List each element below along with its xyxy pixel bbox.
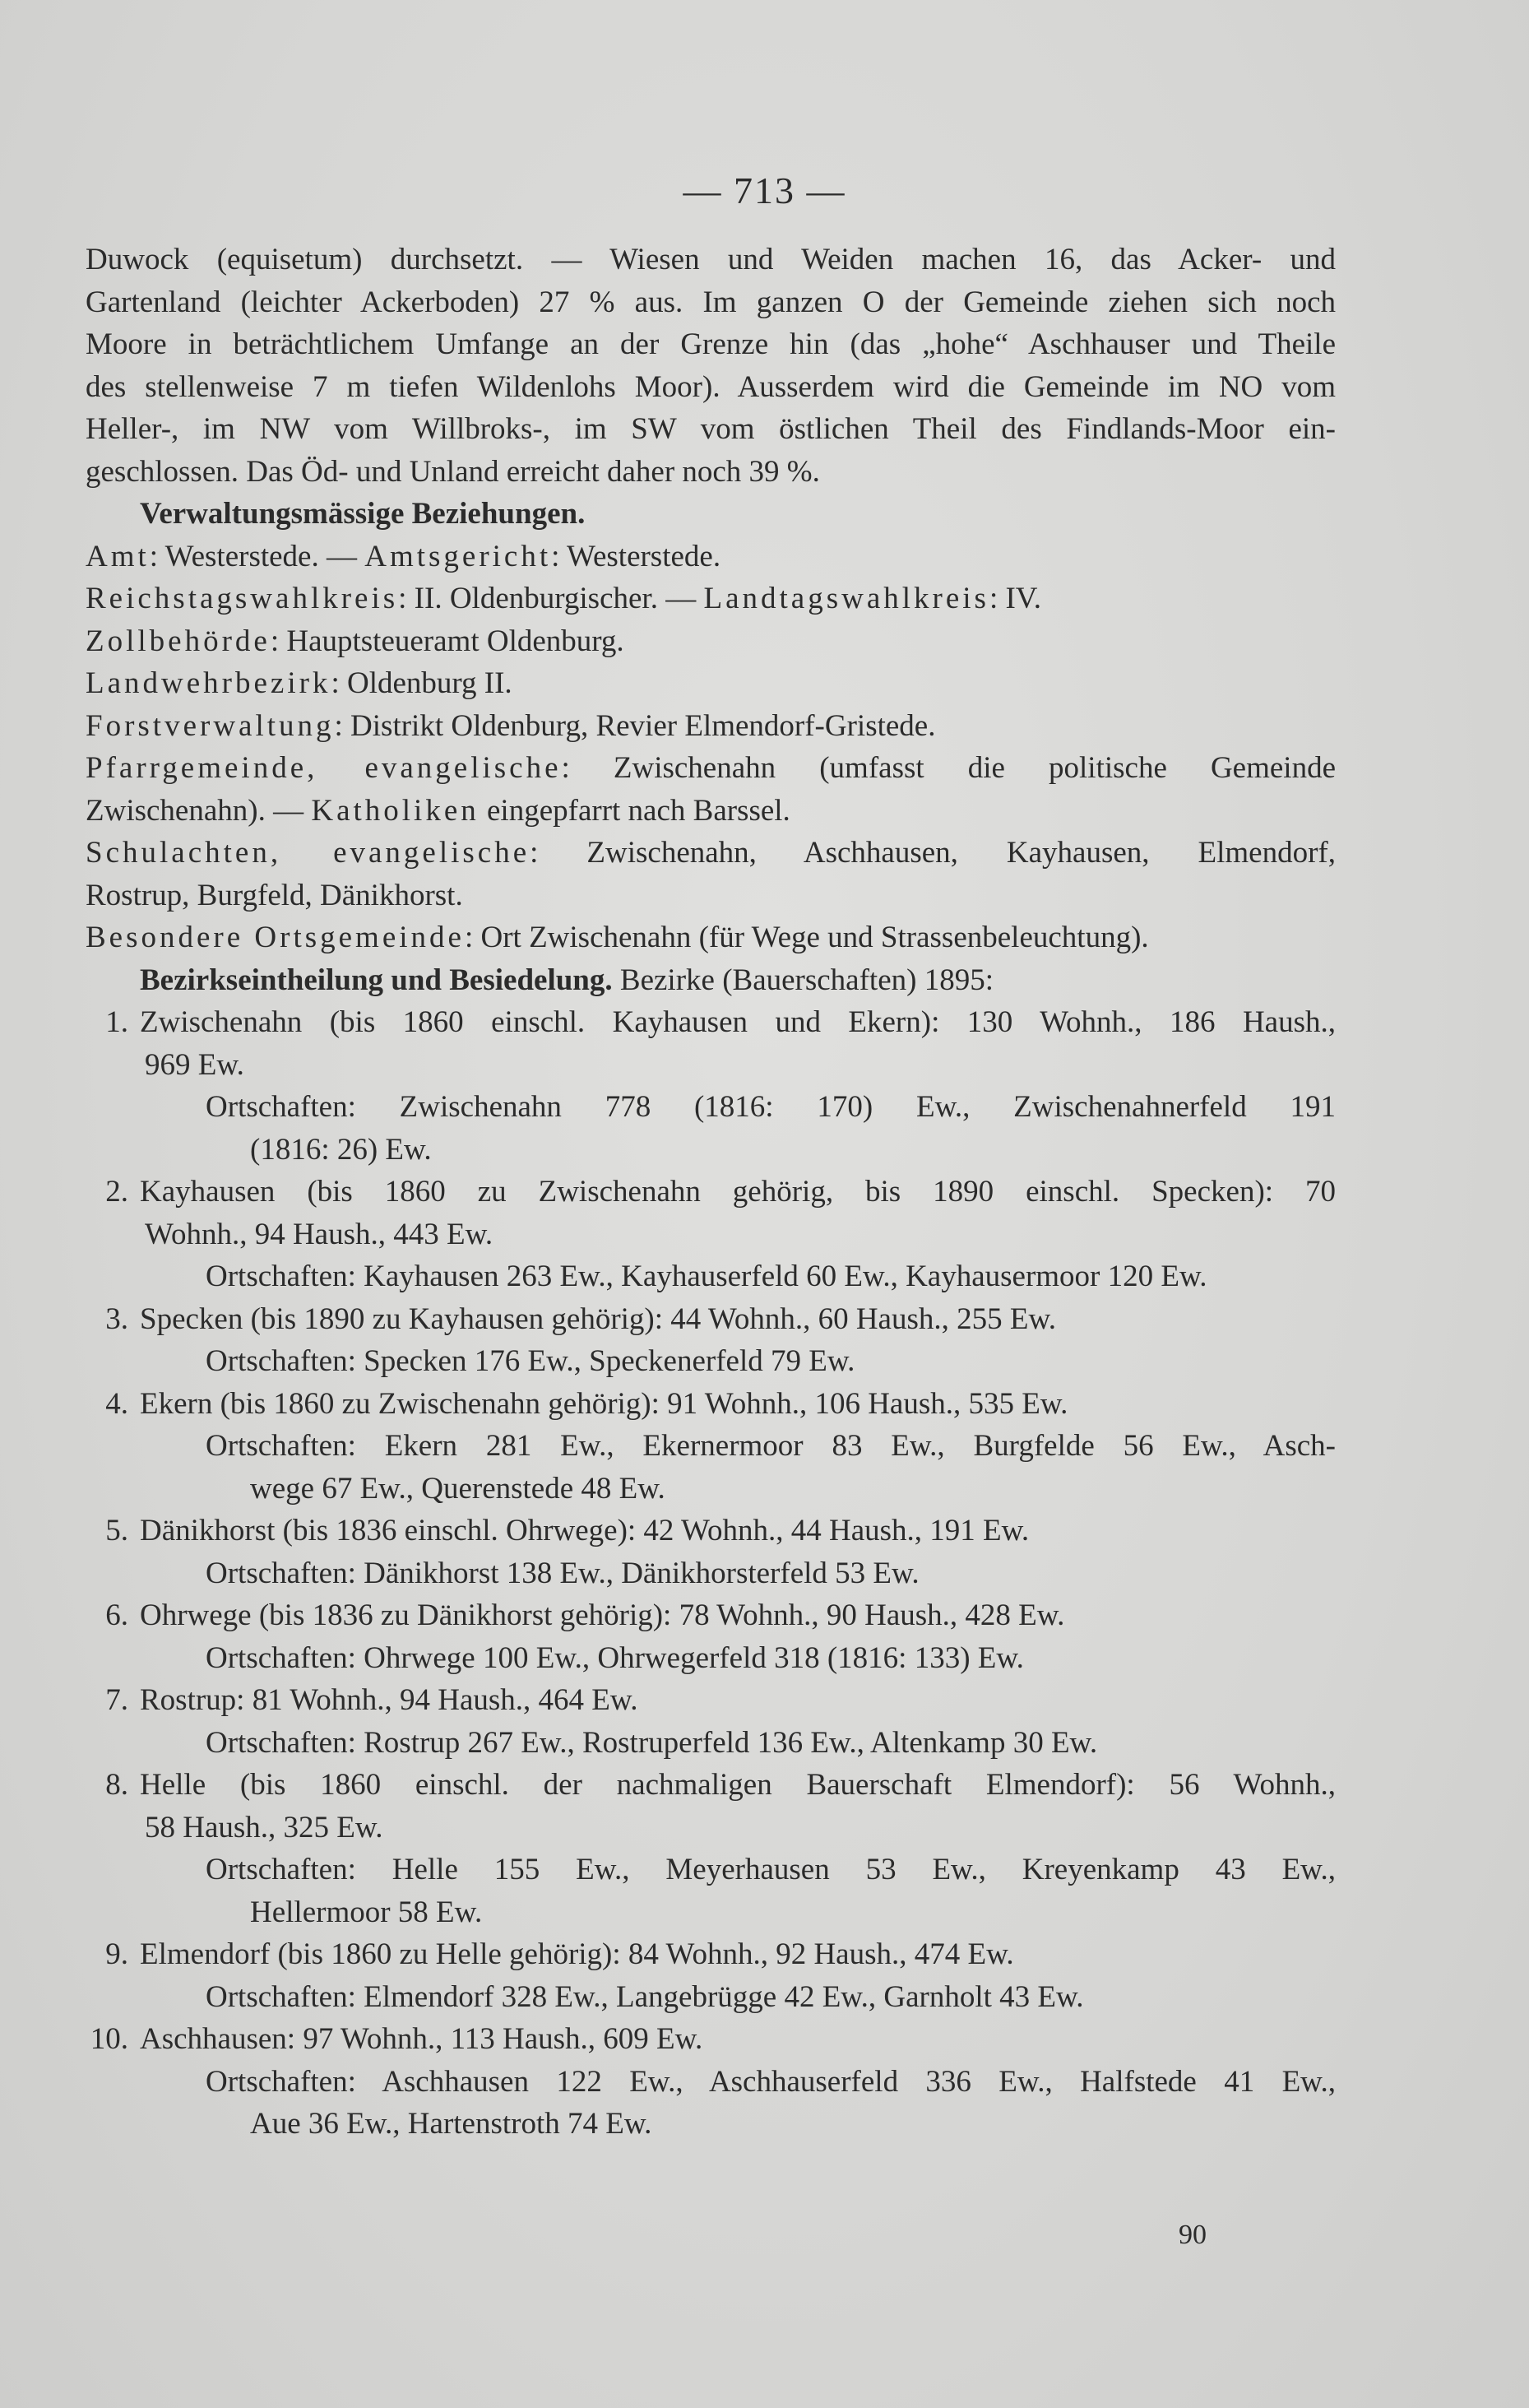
page-number: — 713 — bbox=[683, 169, 846, 211]
landwehr-line bbox=[86, 662, 1336, 705]
bezirk-entry bbox=[86, 1510, 1336, 1552]
landtag-label: Landtagswahlkreis bbox=[703, 582, 989, 615]
ortschaften-line-cont: wege 67 Ew., Querenstede 48 Ew. bbox=[250, 1471, 665, 1506]
bezirk-entry bbox=[86, 1679, 1336, 1722]
intro-line: Duwock (equisetum) durchsetzt. — Wiesen und Weiden machen 16, das Acker- und bbox=[86, 243, 1336, 276]
pfarr-line-2 bbox=[86, 790, 1336, 833]
landwehr-value: : Oldenburg II. bbox=[331, 666, 512, 700]
entry-number: 3. bbox=[105, 1301, 128, 1336]
entry-line: Ohrwege (bis 1836 zu Dänikhorst gehörig): 78 Wohnh., 90 Haush., 428 Ew. bbox=[140, 1598, 1065, 1632]
reichstag-label: Reichstagswahlkreis bbox=[86, 582, 399, 615]
zoll-label: Zollbehörde bbox=[86, 624, 271, 658]
entry-number: 7. bbox=[105, 1683, 128, 1717]
ortschaften-line: Ortschaften: Zwischenahn 778 (1816: 170) Ew., Zwischenahnerfeld 191 bbox=[206, 1090, 1336, 1124]
entry-line: Helle (bis 1860 einschl. der nachmaligen Bauerschaft Elmendorf): 56 Wohnh., bbox=[140, 1768, 1336, 1802]
entry-line: Aschhausen: 97 Wohnh., 113 Haush., 609 Ew. bbox=[140, 2022, 703, 2056]
ortschaften-line: Ortschaften: Ekern 281 Ew., Ekernermoor 83 Ew., Burgfelde 56 Ew., Asch- bbox=[206, 1429, 1336, 1463]
entry-text bbox=[140, 1298, 1336, 1341]
ortschaften-line: Ortschaften: Rostrup 267 Ew., Rostruperfeld 136 Ew., Altenkamp 30 Ew. bbox=[206, 1725, 1098, 1760]
intro-line: des stellenweise 7 m tiefen Wildenlohs Moor). Ausserdem wird die Gemeinde im NO vom bbox=[86, 369, 1336, 404]
ortschaften-line-cont: (1816: 26) Ew. bbox=[250, 1132, 432, 1167]
pfarr-value: : Zwischenahn (umfasst die politische Gemeinde bbox=[561, 751, 1336, 785]
entry-text bbox=[140, 1001, 1336, 1086]
entry-number: 5. bbox=[105, 1514, 128, 1547]
zoll-value: : Hauptsteueramt Oldenburg. bbox=[270, 624, 624, 658]
entry-number: 9. bbox=[105, 1937, 128, 1971]
intro-line: Moore in beträchtlichem Umfange an der Grenze hin (das „hohe“ Aschhauser und Theile bbox=[86, 327, 1336, 361]
ortschaften-line: Ortschaften: Dänikhorst 138 Ew., Dänikhorsterfeld 53 Ew. bbox=[206, 1556, 920, 1590]
entry-line-cont: 58 Haush., 325 Ew. bbox=[145, 1810, 383, 1844]
forst-label: Forstverwaltung bbox=[86, 708, 335, 743]
bezirk-heading-line bbox=[86, 959, 1336, 1002]
pfarr-value-cont: Zwischenahn). — bbox=[86, 793, 312, 828]
intro-line: Gartenland (leichter Ackerboden) 27 % aus. Im ganzen O der Gemeinde ziehen sich noch bbox=[86, 285, 1336, 319]
entry-text bbox=[140, 2018, 1336, 2061]
entry-line: Elmendorf (bis 1860 zu Helle gehörig): 84 Wohnh., 92 Haush., 474 Ew. bbox=[140, 1937, 1014, 1971]
entry-line: Rostrup: 81 Wohnh., 94 Haush., 464 Ew. bbox=[140, 1683, 638, 1717]
intro-line: geschlossen. Das Öd- und Unland erreicht daher noch 39 %. bbox=[86, 454, 820, 489]
entry-line-cont: Wohnh., 94 Haush., 443 Ew. bbox=[145, 1217, 493, 1251]
entry-number: 6. bbox=[105, 1598, 128, 1632]
forst-value: : Distrikt Oldenburg, Revier Elmendorf-Gristede. bbox=[334, 708, 936, 743]
bezirk-entry bbox=[86, 1383, 1336, 1426]
kath-label: Katholiken bbox=[311, 793, 480, 828]
pfarr-line-1 bbox=[86, 747, 1336, 790]
amt-label: Amt bbox=[86, 539, 150, 573]
ortschaften-line: Ortschaften: Helle 155 Ew., Meyerhausen 53 Ew., Kreyenkamp 43 Ew., bbox=[206, 1853, 1336, 1886]
entry-text bbox=[140, 1679, 1336, 1722]
ortschaften-line: Ortschaften: Ohrwege 100 Ew., Ohrwegerfeld 318 (1816: 133) Ew. bbox=[206, 1640, 1024, 1675]
besondere-line bbox=[86, 916, 1336, 959]
ortschaften-line-cont: Hellermoor 58 Ew. bbox=[250, 1895, 483, 1929]
section-heading-bezirke: Bezirkseintheilung und Besiedelung. bbox=[140, 963, 613, 997]
bezirk-list bbox=[86, 1001, 1336, 2146]
ortschaften-line: Ortschaften: Specken 176 Ew., Speckenerfeld 79 Ew. bbox=[206, 1344, 855, 1378]
amtsgericht-value: : Westerstede. bbox=[551, 539, 721, 573]
bezirk-entry bbox=[86, 1001, 1336, 1086]
landwehr-label: Landwehrbezirk bbox=[86, 666, 331, 700]
schul-line-1 bbox=[86, 832, 1336, 875]
intro-paragraph bbox=[86, 239, 1336, 493]
amtsgericht-label: Amtsgericht bbox=[364, 539, 552, 573]
besondere-value: : Ort Zwischenahn (für Wege und Strassenbeleuchtung). bbox=[464, 921, 1149, 954]
reichstag-value: : II. Oldenburgischer. — bbox=[398, 582, 704, 615]
bezirk-entry bbox=[86, 1764, 1336, 1849]
entry-number: 10. bbox=[90, 2022, 128, 2056]
entry-number: 8. bbox=[105, 1768, 128, 1802]
ortschaften-line-cont: Aue 36 Ew., Hartenstroth 74 Ew. bbox=[250, 2107, 652, 2141]
zoll-line bbox=[86, 620, 1336, 663]
entry-text bbox=[140, 1594, 1336, 1637]
entry-number: 2. bbox=[105, 1175, 128, 1209]
pfarr-label: Pfarrgemeinde, evangelische bbox=[86, 751, 562, 785]
entry-text bbox=[140, 1383, 1336, 1426]
entry-text bbox=[140, 1764, 1336, 1849]
entry-line: Dänikhorst (bis 1836 einschl. Ohrwege): 42 Wohnh., 44 Haush., 191 Ew. bbox=[140, 1514, 1030, 1547]
amt-line bbox=[86, 536, 1336, 578]
bezirk-entry bbox=[86, 1594, 1336, 1637]
schul-line-2: Rostrup, Burgfeld, Dänikhorst. bbox=[86, 878, 463, 912]
besondere-label: Besondere Ortsgemeinde bbox=[86, 921, 465, 954]
entry-text bbox=[140, 1933, 1336, 1976]
schul-label: Schulachten, evangelische bbox=[86, 836, 531, 870]
bezirk-entry bbox=[86, 1933, 1336, 1976]
bezirk-entry bbox=[86, 1298, 1336, 1341]
entry-line: Ekern (bis 1860 zu Zwischenahn gehörig): 91 Wohnh., 106 Haush., 535 Ew. bbox=[140, 1386, 1068, 1421]
kath-value: eingepfarrt nach Barssel. bbox=[479, 793, 790, 828]
section-heading-verwaltung: Verwaltungsmässige Beziehungen. bbox=[140, 497, 586, 531]
entry-text bbox=[140, 1171, 1336, 1255]
amt-value: : Westerstede. — bbox=[149, 539, 365, 573]
entry-line-cont: 969 Ew. bbox=[145, 1047, 244, 1082]
ortschaften-line: Ortschaften: Aschhausen 122 Ew., Aschhauserfeld 336 Ew., Halfstede 41 Ew., bbox=[206, 2064, 1336, 2099]
bezirk-entry bbox=[86, 1171, 1336, 1255]
entry-line: Zwischenahn (bis 1860 einschl. Kayhausen und Ekern): 130 Wohnh., 186 Haush., bbox=[140, 1005, 1336, 1039]
intro-line: Heller-, im NW vom Willbroks-, im SW vom östlichen Theil des Findlands-Moor ein- bbox=[86, 412, 1336, 446]
entry-number: 4. bbox=[105, 1386, 128, 1421]
page-body bbox=[86, 239, 1336, 2146]
entry-text bbox=[140, 1510, 1336, 1552]
entry-line: Kayhausen (bis 1860 zu Zwischenahn gehörig, bis 1890 einschl. Specken): 70 bbox=[140, 1175, 1336, 1209]
ortschaften-line: Ortschaften: Kayhausen 263 Ew., Kayhauserfeld 60 Ew., Kayhausermoor 120 Ew. bbox=[206, 1260, 1207, 1293]
landtag-value: : IV. bbox=[989, 582, 1042, 615]
forst-line bbox=[86, 705, 1336, 748]
schul-value: : Zwischenahn, Aschhausen, Kayhausen, Elmendorf, bbox=[530, 836, 1336, 870]
bezirke-subtitle: Bezirke (Bauerschaften) 1895: bbox=[612, 963, 994, 997]
wahlkreis-line bbox=[86, 578, 1336, 620]
bezirk-entry bbox=[86, 2018, 1336, 2061]
ortschaften-line: Ortschaften: Elmendorf 328 Ew., Langebrügge 42 Ew., Garnholt 43 Ew. bbox=[206, 1979, 1084, 2014]
footer-number: 90 bbox=[1179, 2220, 1207, 2250]
entry-line: Specken (bis 1890 zu Kayhausen gehörig): 44 Wohnh., 60 Haush., 255 Ew. bbox=[140, 1301, 1057, 1336]
entry-number: 1. bbox=[105, 1005, 128, 1039]
